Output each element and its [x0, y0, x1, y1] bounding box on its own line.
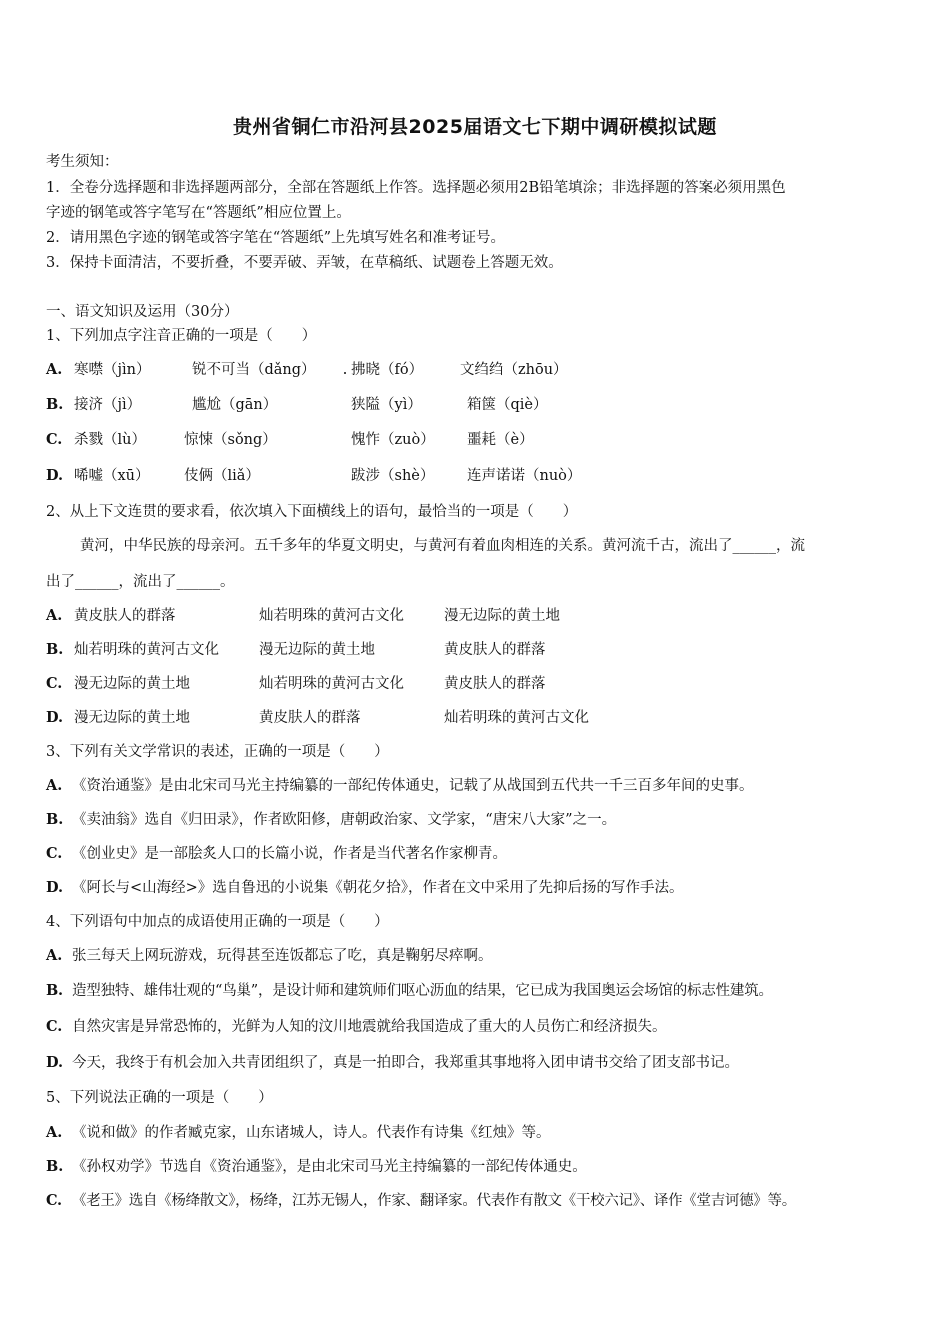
q2-passage-line-1: 黄河，中华民族的母亲河。五千多年的华夏文明史，与黄河有着血肉相连的关系。黄河流千古，流出了______，流: [80, 538, 805, 554]
option-label: B.: [46, 811, 64, 828]
option-text: 《阿长与<山海经>》选自鲁迅的小说集《朝花夕拾》，作者在文中采用了先抑后扬的写作手法。: [72, 880, 684, 896]
q1-a-item-1: 寒噤（jìn）: [74, 362, 151, 378]
q1-c-item-3: 愧怍（zuò）: [351, 432, 435, 448]
option-label: A.: [46, 607, 63, 624]
option-label: A.: [46, 1124, 63, 1141]
q1-c-item-2: 惊悚（sǒng）: [184, 432, 277, 448]
q1-option-d: [46, 466, 72, 486]
option-label: B.: [46, 396, 64, 413]
option-text: 《卖油翁》选自《归田录》，作者欧阳修，唐朝政治家、文学家，“唐宋八大家”之一。: [72, 812, 617, 828]
option-label: C.: [46, 1192, 62, 1209]
q2-b-item-3: 黄皮肤人的群落: [444, 642, 546, 658]
q4-option-a: [46, 946, 493, 966]
q1-c-item-4: 噩耗（è）: [467, 432, 534, 448]
q1-a-item-4: 文绉绉（zhōu）: [460, 362, 568, 378]
q2-stem: 2、从上下文连贯的要求看，依次填入下面横线上的语句，最恰当的一项是（ ）: [46, 504, 578, 520]
q1-d-item-2: 伎俩（liǎ）: [184, 468, 260, 484]
q1-d-item-3: 跋涉（shè）: [351, 468, 435, 484]
q1-stem: 1、下列加点字注音正确的一项是（ ）: [46, 328, 317, 344]
option-text: 《创业史》是一部脍炙人口的长篇小说，作者是当代著名作家柳青。: [72, 846, 507, 862]
q2-a-item-2: 灿若明珠的黄河古文化: [259, 608, 404, 624]
q1-a-item-3: 拂晓（fó）: [351, 362, 424, 378]
q2-a-item-3: 漫无边际的黄土地: [444, 608, 560, 624]
q1-option-b: [46, 395, 72, 415]
option-label: D.: [46, 709, 64, 726]
q1-a-item-2: 锐不可当（dǎng）: [192, 362, 316, 378]
q1-b-item-3: 狭隘（yì）: [351, 397, 422, 413]
q2-c-item-3: 黄皮肤人的群落: [444, 676, 546, 692]
q1-b-item-2: 尴尬（gān）: [192, 397, 278, 413]
q1-d-item-1: 唏嘘（xū）: [74, 468, 150, 484]
q1-option-a: [46, 360, 72, 380]
option-label: D.: [46, 1054, 64, 1071]
option-text: 今天，我终于有机会加入共青团组织了，真是一拍即合，我郑重其事地将入团申请书交给了团支部书记。: [72, 1055, 739, 1071]
q2-passage-line-2: 出了______，流出了______。: [46, 574, 235, 590]
option-label: A.: [46, 361, 63, 378]
q1-option-c: [46, 430, 72, 450]
option-text: 《孙权劝学》节选自《资治通鉴》，是由北宋司马光主持编纂的一部纪传体通史。: [72, 1159, 587, 1175]
notice-heading: 考生须知：: [46, 154, 119, 170]
option-text: 《老王》选自《杨绛散文》，杨绛，江苏无锡人，作家、翻译家。代表作有散文《干校六记》、译作《堂吉诃德》等。: [72, 1193, 796, 1209]
q1-b-item-1: 接济（jì）: [74, 397, 142, 413]
option-text: 《资治通鉴》是由北宋司马光主持编纂的一部纪传体通史，记载了从战国到五代共一千三百多年间的史事。: [72, 778, 754, 794]
q2-option-b: [46, 640, 72, 660]
q4-option-b: [46, 981, 773, 1001]
q5-option-a: [46, 1123, 551, 1143]
q3-stem: 3、下列有关文学常识的表述，正确的一项是（ ）: [46, 744, 389, 760]
q2-option-d: [46, 708, 72, 728]
q2-b-item-2: 漫无边际的黄土地: [259, 642, 375, 658]
q3-option-b: [46, 810, 616, 830]
q1-b-item-4: 箱箧（qiè）: [467, 397, 548, 413]
option-label: D.: [46, 879, 64, 896]
section-heading: 一、语文知识及运用（30分）: [46, 304, 239, 320]
option-label: C.: [46, 845, 63, 862]
q2-c-item-2: 灿若明珠的黄河古文化: [259, 676, 404, 692]
q4-option-d: [46, 1053, 739, 1073]
notice-line-2: 2．请用黑色字迹的钢笔或答字笔在“答题纸”上先填写姓名和准考证号。: [46, 230, 506, 246]
q2-c-item-1: 漫无边际的黄土地: [74, 676, 190, 692]
q4-stem: 4、下列语句中加点的成语使用正确的一项是（ ）: [46, 914, 389, 930]
option-label: C.: [46, 431, 63, 448]
q3-option-d: [46, 878, 684, 898]
option-text: 张三每天上网玩游戏，玩得甚至连饭都忘了吃，真是鞠躬尽瘁啊。: [72, 948, 493, 964]
q5-option-c: [46, 1191, 796, 1211]
q2-b-item-1: 灿若明珠的黄河古文化: [74, 642, 219, 658]
option-label: D.: [46, 467, 64, 484]
q4-option-c: [46, 1017, 667, 1037]
page-title: 贵州省铜仁市沿河县2025届语文七下期中调研模拟试题: [233, 116, 717, 138]
option-label: A.: [46, 947, 63, 964]
q5-stem: 5、下列说法正确的一项是（ ）: [46, 1090, 273, 1106]
option-text: 《说和做》的作者臧克家，山东诸城人，诗人。代表作有诗集《红烛》等。: [72, 1125, 551, 1141]
option-text: 造型独特、雄伟壮观的“鸟巢”，是设计师和建筑师们呕心沥血的结果，它已成为我国奥运会场馆的标志性建筑。: [72, 983, 773, 999]
q1-c-item-1: 杀戮（lù）: [74, 432, 146, 448]
option-label: B.: [46, 1158, 64, 1175]
q5-option-b: [46, 1157, 587, 1177]
notice-line-3: 3．保持卡面清洁，不要折叠，不要弄破、弄皱，在草稿纸、试题卷上答题无效。: [46, 255, 563, 271]
q3-option-a: [46, 776, 754, 796]
option-label: B.: [46, 982, 63, 999]
option-label: C.: [46, 1018, 63, 1035]
option-label: C.: [46, 675, 63, 692]
notice-line-1a: 1．全卷分选择题和非选择题两部分，全部在答题纸上作答。选择题必须用2B铅笔填涂；非选择题的答案必须用黑色: [46, 180, 786, 196]
q3-option-c: [46, 844, 507, 864]
option-label: B.: [46, 641, 64, 658]
q2-d-item-2: 黄皮肤人的群落: [259, 710, 361, 726]
q1-d-item-4: 连声诺诺（nuò）: [467, 468, 582, 484]
q2-d-item-1: 漫无边际的黄土地: [74, 710, 190, 726]
notice-line-1b: 字迹的钢笔或答字笔写在“答题纸”相应位置上。: [46, 205, 351, 221]
q2-a-item-1: 黄皮肤人的群落: [74, 608, 176, 624]
q2-d-item-3: 灿若明珠的黄河古文化: [444, 710, 589, 726]
q2-option-c: [46, 674, 72, 694]
q2-option-a: [46, 606, 72, 626]
option-label: A.: [46, 777, 63, 794]
option-text: 自然灾害是异常恐怖的，光鲜为人知的汶川地震就给我国造成了重大的人员伤亡和经济损失。: [72, 1019, 667, 1035]
emphasis-dot: [344, 372, 346, 374]
